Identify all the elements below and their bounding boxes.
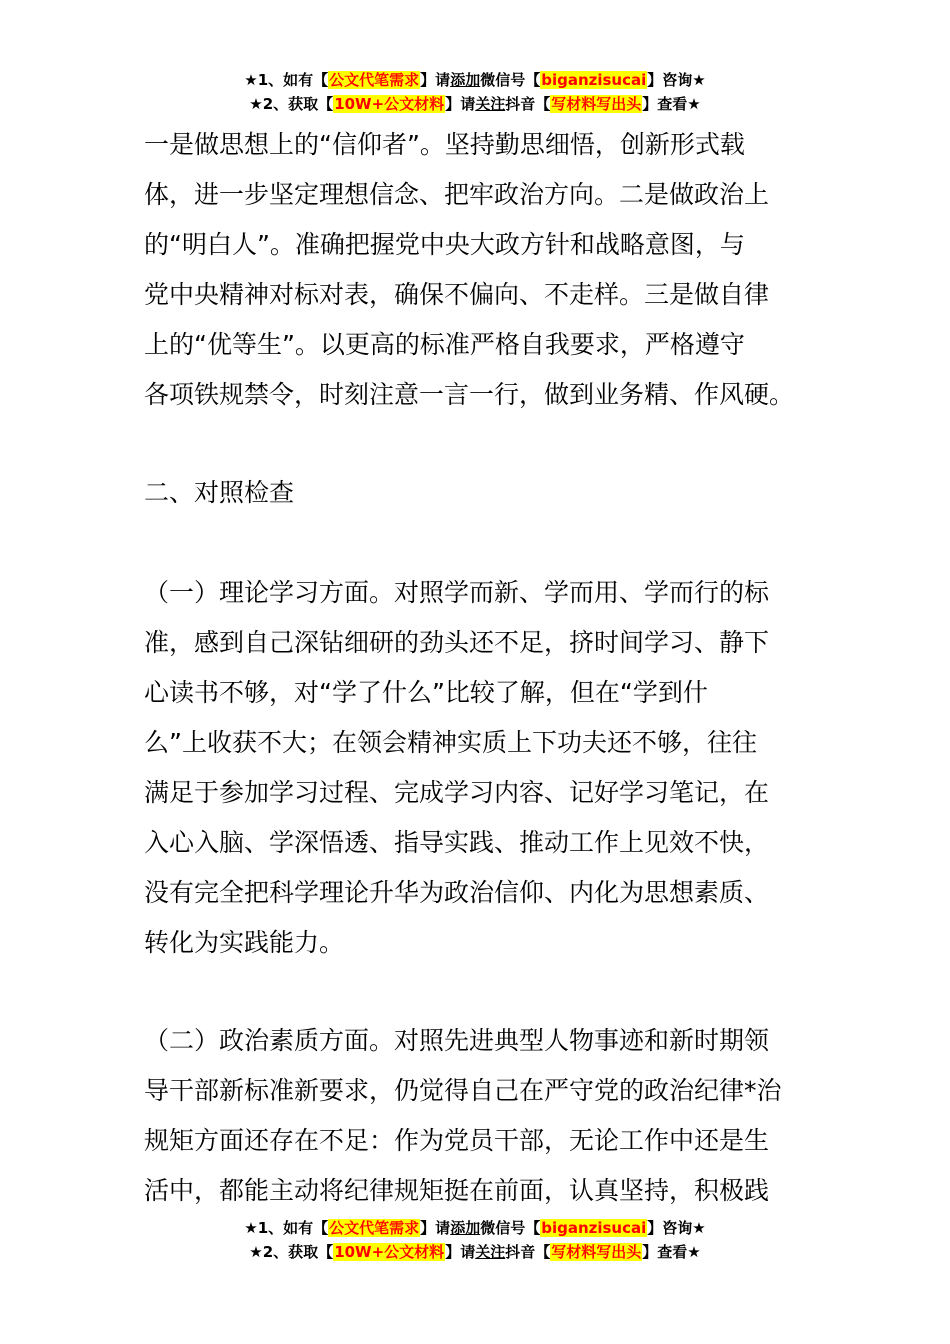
banner-line-2: ★2、获取【10W+公文材料】请关注抖音【写材料写出头】查看★ (249, 1243, 701, 1261)
text-line: （二）政治素质方面。对照先进典型人物事迹和新时期领 (144, 1026, 770, 1055)
header-banner (0, 68, 950, 116)
paragraph-1 (144, 120, 808, 420)
text-line: 体，进一步坚定理想信念、把牢政治方向。二是做政治上 (144, 180, 770, 209)
highlight-douyin-account: 写材料写出头 (551, 1243, 642, 1261)
highlight-wechat-id: biganzisucai (541, 71, 647, 89)
text-line: 的“明白人”。准确把握党中央大政方针和战略意图，与 (144, 230, 745, 259)
text-line: 一是做思想上的“信仰者”。坚持勤思细悟，创新形式载 (144, 130, 745, 159)
banner-line-2: ★2、获取【10W+公文材料】请关注抖音【写材料写出头】查看★ (249, 95, 701, 113)
banner-line-1: ★1、如有【公文代笔需求】请添加微信号【biganzisucai】咨询★ (244, 71, 706, 89)
highlight-douyin-account: 写材料写出头 (551, 95, 642, 113)
highlight-ghostwriting: 公文代笔需求 (329, 71, 420, 89)
text-line: 导干部新标准新要求，仍觉得自己在严守党的政治纪律*治 (144, 1076, 782, 1105)
text-line: 心读书不够，对“学了什么”比较了解，但在“学到什 (144, 678, 708, 707)
text-line: 上的“优等生”。以更高的标准严格自我要求，严格遵守 (144, 330, 745, 359)
section-heading (144, 468, 808, 518)
paragraph-2 (144, 568, 808, 968)
paragraph-3 (144, 1016, 808, 1216)
text-line: 党中央精神对标对表，确保不偏向、不走样。三是做自律 (144, 280, 770, 309)
highlight-ghostwriting: 公文代笔需求 (329, 1219, 420, 1237)
highlight-materials: 10W+公文材料 (334, 95, 445, 113)
text-line: 转化为实践能力。 (144, 928, 345, 957)
text-line: 满足于参加学习过程、完成学习内容、记好学习笔记，在 (144, 778, 770, 807)
heading-text: 二、对照检查 (144, 478, 295, 507)
text-line: 规矩方面还存在不足：作为党员干部，无论工作中还是生 (144, 1126, 770, 1155)
footer-banner (0, 1216, 950, 1264)
banner-line-1: ★1、如有【公文代笔需求】请添加微信号【biganzisucai】咨询★ (244, 1219, 706, 1237)
text-line: 入心入脑、学深悟透、指导实践、推动工作上见效不快， (144, 828, 770, 857)
text-line: 没有完全把科学理论升华为政治信仰、内化为思想素质、 (144, 878, 770, 907)
text-line: 活中，都能主动将纪律规矩挺在前面，认真坚持，积极践 (144, 1176, 770, 1205)
text-line: （一）理论学习方面。对照学而新、学而用、学而行的标 (144, 578, 770, 607)
text-line: 各项铁规禁令，时刻注意一言一行，做到业务精、作风硬。 (144, 380, 795, 409)
text-line: 准，感到自己深钻细研的劲头还不足，挤时间学习、静下 (144, 628, 770, 657)
highlight-wechat-id: biganzisucai (541, 1219, 647, 1237)
highlight-materials: 10W+公文材料 (334, 1243, 445, 1261)
text-line: 么”上收获不大；在领会精神实质上下功夫还不够，往往 (144, 728, 757, 757)
